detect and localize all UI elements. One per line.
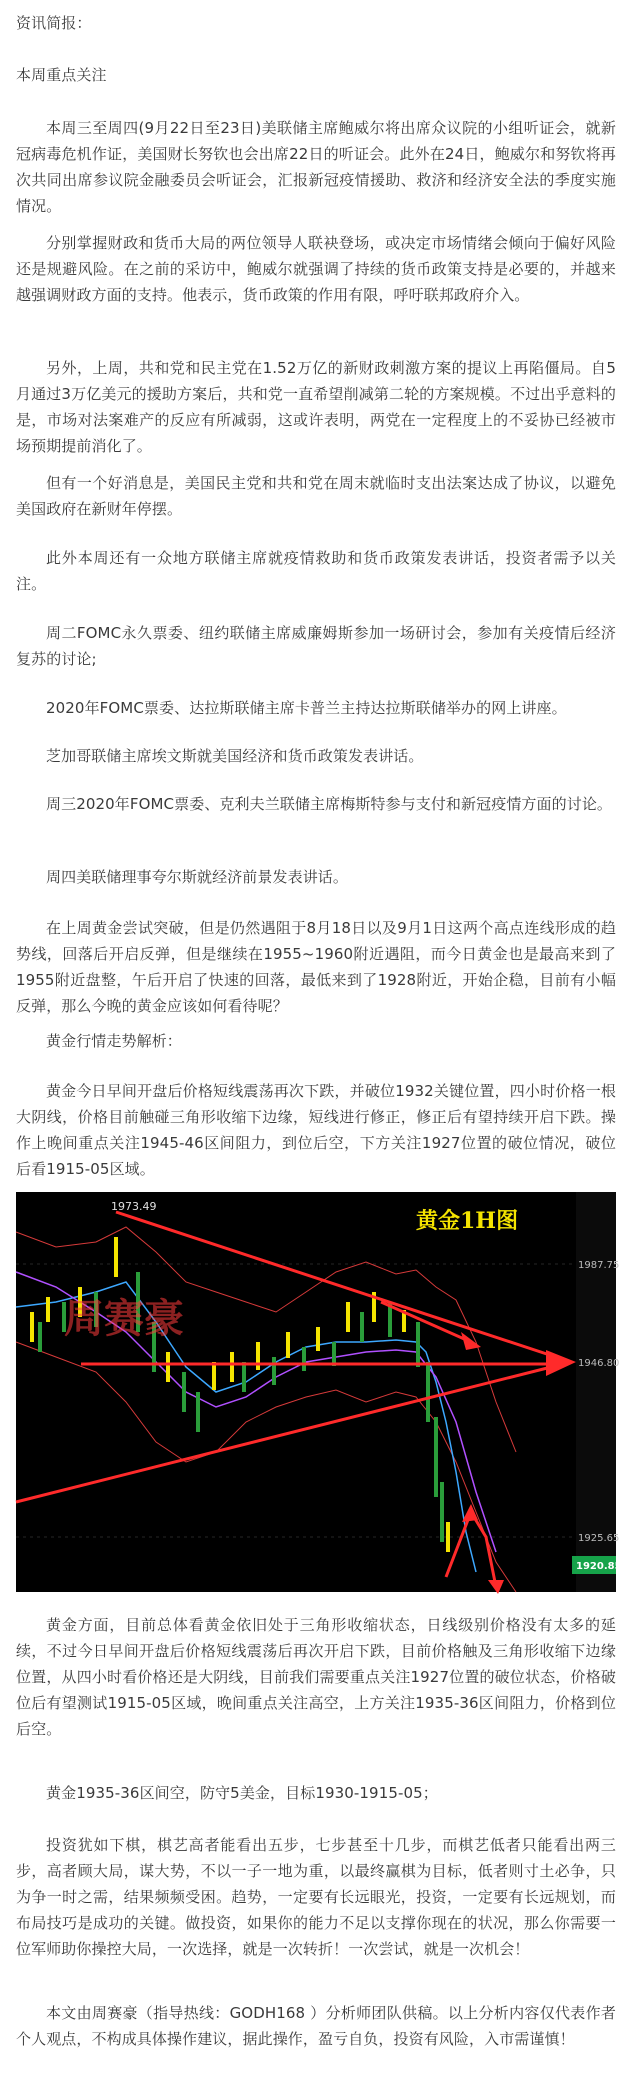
paragraph: 资讯简报： — [16, 14, 92, 32]
paragraph: 黄金方面，目前总体看黄金依旧处于三角形收缩状态，日线级别价格没有太多的延续，不过今日早间开盘后价格短线震荡后再次开启下跌，目前价格触及三角形收缩下边缘位置，从四小时看价格还是大阴线，目前我们需要重点关注1927位置的破位状态，价格破位后有望测试1915-05区域，晚间重点关注高空，上方关注1935-36区间阻力，价格到位后空。 — [16, 1616, 616, 1738]
paragraph: 芝加哥联储主席埃文斯就美国经济和货币政策发表讲话。 — [46, 747, 424, 765]
paragraph: 但有一个好消息是，美国民主党和共和党在周末就临时支出法案达成了协议，以避免美国政府在新财年停摆。 — [16, 474, 616, 518]
down-candle — [302, 1347, 306, 1371]
down-candle — [242, 1362, 246, 1392]
paragraph: 2020年FOMC票委、达拉斯联储主席卡普兰主持达拉斯联储举办的网上讲座。 — [46, 699, 567, 717]
gold-1h-chart-image — [16, 1192, 622, 1592]
up-candle — [166, 1352, 170, 1382]
down-candle — [182, 1372, 186, 1412]
up-candle — [256, 1342, 260, 1370]
paragraph: 本周三至周四(9月22日至23日)美联储主席鲍威尔将出席众议院的小组听证会，就新冠病毒危机作证，美国财长努钦也会出席22日的听证会。此外在24日，鲍威尔和努钦将再次共同出席参议院金融委员会听证会，汇报新冠疫情援助、救济和经济安全法的季度实施情况。 — [16, 119, 616, 215]
paragraph: 黄金行情走势解析： — [46, 1032, 182, 1050]
down-candle — [434, 1417, 438, 1497]
down-candle — [196, 1392, 200, 1432]
paragraph: 投资犹如下棋，棋艺高者能看出五步，七步甚至十几步，而棋艺低者只能看出两三步，高者顾大局，谋大势，不以一子一地为重，以最终赢棋为目标，低者则寸土必争，只为争一时之需，结果频频受困。趋势，一定要有长远眼光，投资，一定要有长远规划，而布局技巧是成功的关键。做投资，如果你的能力不足以支撑你现在的状况，那么你需要一位军师助你操控大局，一次选择，就是一次转折！一次尝试，就是一次机会！ — [16, 1836, 616, 1958]
current-price-label: 1920.85 — [576, 1561, 622, 1572]
up-candle — [212, 1362, 216, 1390]
paragraph: 周四美联储理事夸尔斯就经济前景发表讲话。 — [46, 868, 349, 886]
axis-label: 1987.75 — [578, 1260, 620, 1271]
price-axis — [576, 1192, 616, 1592]
axis-label: 1946.80 — [578, 1358, 620, 1369]
down-candle — [426, 1362, 430, 1422]
paragraph: 周三2020年FOMC票委、克利夫兰联储主席梅斯特参与支付和新冠疫情方面的讨论。 — [46, 795, 613, 813]
paragraph: 本文由周赛豪（指导热线：GODH168 ）分析师团队供稿。以上分析内容仅代表作者个人观点，不构成具体操作建议，据此操作，盈亏自负，投资有风险，入市需谨慎！ — [16, 2004, 616, 2048]
paragraph: 在上周黄金尝试突破，但是仍然遇阻于8月18日以及9月1日这两个高点连线形成的趋势线，回落后开启反弹，但是继续在1955~1960附近遇阻，而今日黄金也是最高来到了1955附近盘整，午后开启了快速的回落，最低来到了1928附近，开始企稳，目前有小幅反弹，那么今晚的黄金应该如何看待呢？ — [16, 919, 616, 1015]
up-candle — [316, 1327, 320, 1351]
paragraph: 黄金今日早间开盘后价格短线震荡再次下跌，并破位1932关键位置，四小时价格一根大阴线，价格目前触碰三角形收缩下边缘，短线进行修正，修正后有望持续开启下跌。操作上晚间重点关注1945-46区间阻力，到位后空，下方关注1927位置的破位情况，破位后看1915-05区域。 — [16, 1082, 616, 1178]
chart-title: 黄金1H图 — [416, 1208, 519, 1234]
down-candle — [332, 1342, 336, 1366]
paragraph: 分别掌握财政和货币大局的两位领导人联袂登场，或决定市场情绪会倾向于偏好风险还是规避风险。在之前的采访中，鲍威尔就强调了持续的货币政策支持是必要的，并越来越强调财政方面的支持。他表示，货币政策的作用有限，呼吁联邦政府介入。 — [16, 234, 616, 304]
up-candle — [46, 1297, 50, 1322]
axis-label: 1925.65 — [578, 1533, 620, 1544]
down-candle — [440, 1482, 444, 1542]
high-price-label: 1973.49 — [111, 1200, 157, 1213]
up-candle — [286, 1332, 290, 1358]
paragraph: 黄金1935-36区间空，防守5美金，目标1930-1915-05； — [46, 1784, 438, 1802]
paragraph: 此外本周还有一众地方联储主席就疫情救助和货币政策发表讲话，投资者需予以关注。 — [16, 549, 616, 593]
watermark: 周赛豪 — [64, 1295, 184, 1342]
up-candle — [114, 1237, 118, 1277]
down-candle — [38, 1322, 42, 1352]
up-candle — [446, 1522, 450, 1552]
paragraph: 周二FOMC永久票委、纽约联储主席威廉姆斯参加一场研讨会，参加有关疫情后经济复苏的讨论; — [16, 624, 616, 668]
up-candle — [346, 1302, 350, 1332]
down-candle — [360, 1312, 364, 1342]
up-candle — [30, 1312, 34, 1342]
down-candle — [416, 1322, 420, 1367]
up-candle — [230, 1352, 234, 1382]
paragraph: 另外，上周，共和党和民主党在1.52万亿的新财政刺激方案的提议上再陷僵局。自5月通过3万亿美元的援助方案后，共和党一直希望削减第二轮的方案规模。不过出乎意料的是，市场对法案难产的反应有所减弱，这或许表明，两党在一定程度上的不妥协已经被市场预期提前消化了。 — [16, 359, 616, 455]
chart-background — [16, 1192, 616, 1592]
paragraph: 本周重点关注 — [16, 66, 107, 84]
down-candle — [272, 1357, 276, 1385]
